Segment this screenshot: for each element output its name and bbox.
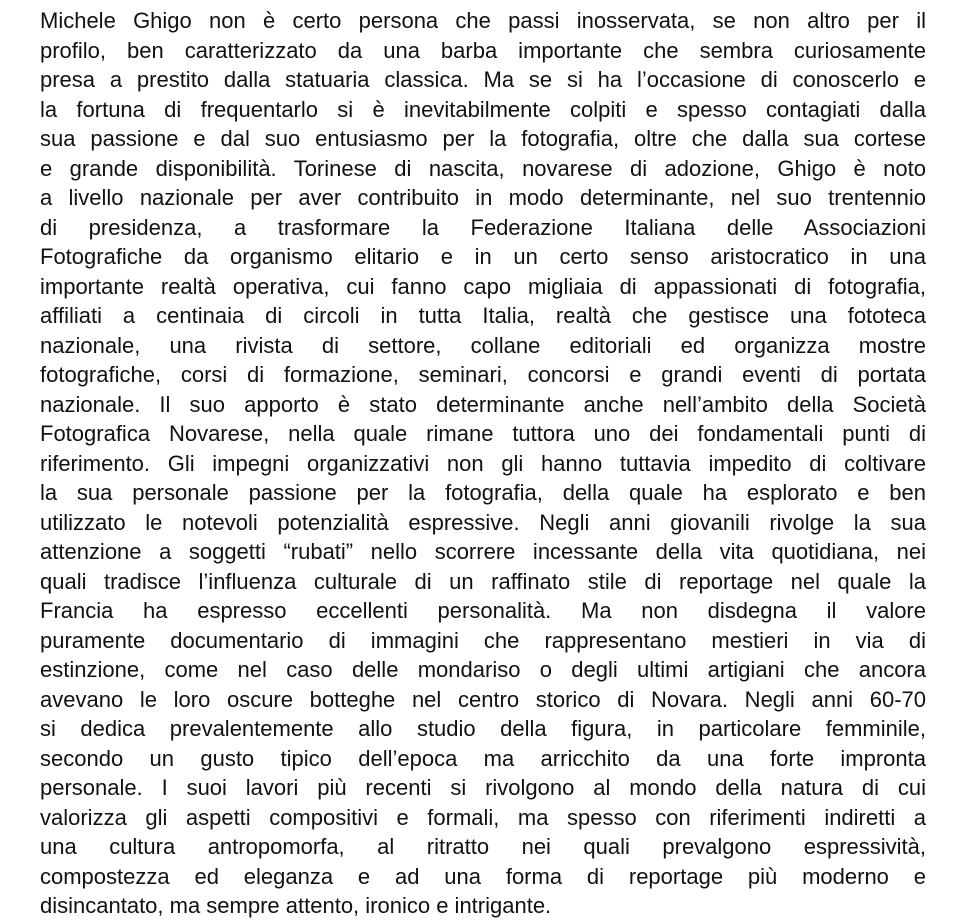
- text-line: utilizzato le notevoli potenzialità espressive. Negli anni giovanili rivolge la sua: [40, 509, 926, 535]
- text-line: presa a prestito dalla statuaria classica. Ma se si ha l’occasione di conoscerlo e: [40, 67, 926, 92]
- text-line: riferimento. Gli impegni organizzativi non gli hanno tuttavia impedito di coltivare: [40, 450, 926, 476]
- text-line: compostezza ed eleganza e ad una forma di reportage più moderno e: [40, 863, 926, 889]
- text-line: sua passione e dal suo entusiasmo per la fotografia, oltre che dalla sua cortese: [40, 126, 926, 151]
- document-body: [40, 6, 926, 921]
- text-line: puramente documentario di immagini che rappresentano mestieri in via di: [40, 627, 926, 653]
- text-line: a livello nazionale per aver contribuito in modo determinante, nel suo trentennio: [40, 185, 926, 210]
- text-line: nazionale. Il suo apporto è stato determinante anche nell’ambito della Società: [40, 391, 926, 417]
- text-line: avevano le loro oscure botteghe nel centro storico di Novara. Negli anni 60-70: [40, 686, 926, 712]
- text-line: si dedica prevalentemente allo studio della figura, in particolare femminile,: [40, 716, 926, 741]
- text-line: attenzione a soggetti “rubati” nello scorrere incessante della vita quotidiana, nei: [40, 539, 926, 564]
- text-line: e grande disponibilità. Torinese di nascita, novarese di adozione, Ghigo è noto: [40, 155, 926, 181]
- text-line: fotografiche, corsi di formazione, seminari, concorsi e grandi eventi di portata: [40, 362, 926, 387]
- text-line: Fotografiche da organismo elitario e in un certo senso aristocratico in una: [40, 244, 926, 269]
- text-line: nazionale, una rivista di settore, collane editoriali ed organizza mostre: [40, 332, 926, 358]
- text-line: importante realtà operativa, cui fanno capo migliaia di appassionati di fotografia,: [40, 273, 926, 299]
- text-line: personale. I suoi lavori più recenti si rivolgono al mondo della natura di cui: [40, 775, 926, 800]
- text-line: secondo un gusto tipico dell’epoca ma arricchito da una forte impronta: [40, 745, 926, 771]
- text-line: di presidenza, a trasformare la Federazione Italiana delle Associazioni: [40, 214, 926, 240]
- text-line: la sua personale passione per la fotografia, della quale ha esplorato e ben: [40, 480, 926, 505]
- text-line: Francia ha espresso eccellenti personalità. Ma non disdegna il valore: [40, 598, 926, 623]
- text-line: profilo, ben caratterizzato da una barba importante che sembra curiosamente: [40, 37, 926, 63]
- text-line: una cultura antropomorfa, al ritratto nei quali prevalgono espressività,: [40, 834, 926, 859]
- text-line: Fotografica Novarese, nella quale rimane tuttora uno dei fondamentali punti di: [40, 421, 926, 446]
- text-line: affiliati a centinaia di circoli in tutta Italia, realtà che gestisce una fototeca: [40, 303, 926, 328]
- text-line: estinzione, come nel caso delle mondariso o degli ultimi artigiani che ancora: [40, 657, 926, 682]
- text-line: valorizza gli aspetti compositivi e formali, ma spesso con riferimenti indiretti a: [40, 804, 926, 830]
- text-line: disincantato, ma sempre attento, ironico e intrigante.: [40, 893, 552, 918]
- text-line: la fortuna di frequentarlo si è inevitabilmente colpiti e spesso contagiati dalla: [40, 96, 926, 122]
- text-line: Michele Ghigo non è certo persona che passi inosservata, se non altro per il: [40, 8, 926, 33]
- text-line: quali tradisce l’influenza culturale di un raffinato stile di reportage nel quale la: [40, 568, 926, 594]
- biography-paragraph: [40, 6, 926, 921]
